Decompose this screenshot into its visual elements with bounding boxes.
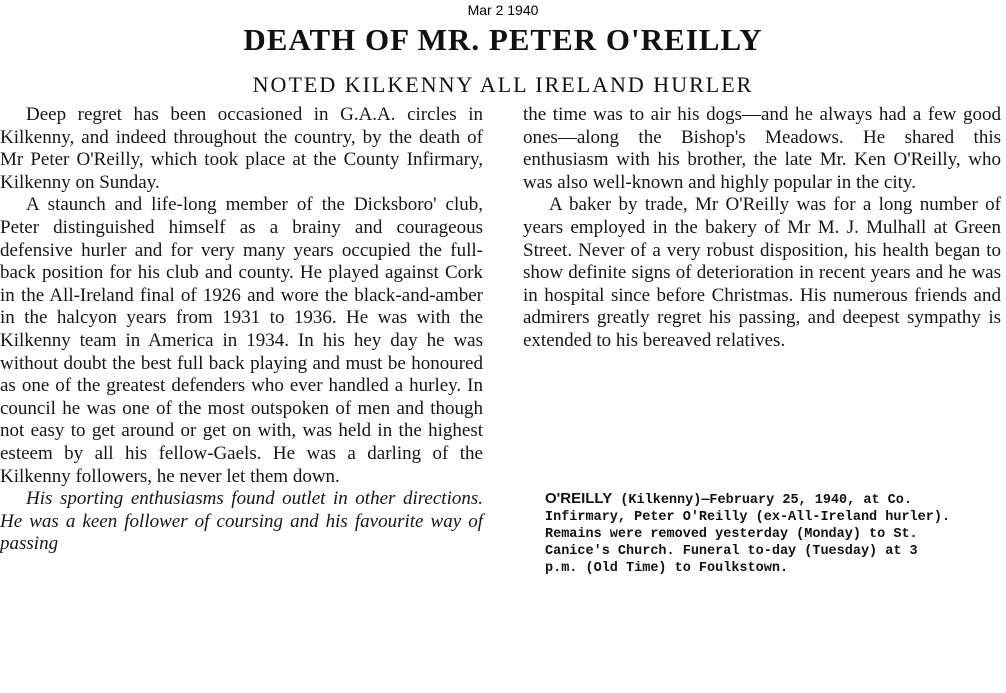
subheadline: NOTED KILKENNY ALL IRELAND HURLER [252, 72, 754, 97]
article-paragraph: the time was to air his dogs—and he always had a few good ones—along the Bishop's Meadows. He shared this enthusiasm with his brother, the late Mr. Ken O'Reilly, who was also well-known and highly popular in the city. [523, 104, 1001, 193]
article-right-column [523, 104, 1001, 353]
date-label: Mar 2 1940 [467, 2, 539, 18]
article-left-column [0, 104, 483, 556]
article-paragraph: A baker by trade, Mr O'Reilly was for a long number of years employed in the bakery of Mr M. J. Mulhall at Green Street. Never of a very robust disposition, his health began to show definite signs of deterioration in recent years and he was in hospital since before Christmas. His numerous friends and admirers greatly regret his passing, and deepest sympathy is extended to his bereaved relatives. [523, 194, 1001, 351]
death-notice-name: O'REILLY [545, 490, 613, 507]
headline: DEATH OF MR. PETER O'REILLY [243, 22, 763, 57]
article-paragraph: Deep regret has been occasioned in G.A.A. circles in Kilkenny, and indeed throughout the country, by the death of Mr Peter O'Reilly, which took place at the County Infirmary, Kilkenny on Sunday. [0, 104, 483, 193]
article-paragraph: His sporting enthusiasms found outlet in other directions. He was a keen follower of coursing and his favourite way of passing [0, 488, 483, 555]
death-notice [545, 490, 955, 577]
death-notice-text: (Kilkenny)—February 25, 1940, at Co. Infirmary, Peter O'Reilly (ex-All-Ireland hurler). Remains were removed yesterday (Monday) to St. Canice's Church. Funeral to-day (Tuesday) at 3 p.m. (Old Time) to Foulkstown. [545, 493, 951, 576]
article-paragraph: A staunch and life-long member of the Dicksboro' club, Peter distinguished himself as a brainy and courageous defensive hurler and for very many years occupied the full-back position for his club and county. He played against Cork in the All-Ireland final of 1926 and wore the black-and-amber in the halcyon years from 1931 to 1936. He was with the Kilkenny team in America in 1934. In his hey day he was without doubt the best full back playing and must be honoured as one of the greatest defenders who ever handled a hurley. In council he was one of the most outspoken of men and though not easy to get around or get on with, was held in the highest esteem by all his fellow-Gaels. He was a darling of the Kilkenny followers, he never let them down. [0, 194, 483, 487]
